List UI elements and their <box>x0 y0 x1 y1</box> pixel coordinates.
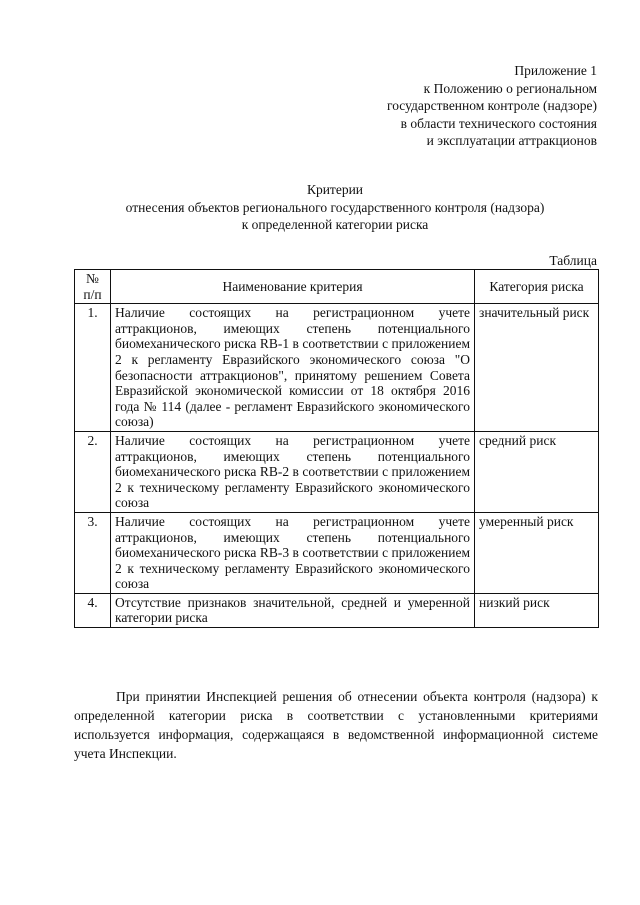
table-row <box>75 431 599 512</box>
row-category: средний риск <box>475 431 599 512</box>
criteria-table <box>74 269 599 628</box>
table-row <box>75 304 599 432</box>
table-caption: Таблица <box>549 253 597 268</box>
body-paragraph: При принятии Инспекцией решения об отнесении объекта контроля (надзора) к определенной категории риска в соответствии с установленными критериями используется информация, содержащаяся в ведомственной информационной системе учета Инспекции. <box>74 689 598 761</box>
header-category: Категория риска <box>475 270 599 304</box>
appendix-line: государственном контроле (надзоре) <box>387 98 597 114</box>
appendix-line: и эксплуатации аттракционов <box>426 133 597 149</box>
row-num: 4. <box>75 593 111 627</box>
header-criterion: Наименование критерия <box>111 270 475 304</box>
row-criterion: Наличие состоящих на регистрационном учете аттракционов, имеющих степень потенциального биомеханического риска RB-3 в соответствии с приложением 2 к техническому регламенту Евразийского экономического союза <box>111 512 475 593</box>
row-num: 1. <box>75 304 111 432</box>
title-line: Критерии <box>306 182 364 197</box>
table-row <box>75 593 599 627</box>
row-criterion: Наличие состоящих на регистрационном учете аттракционов, имеющих степень потенциального биомеханического риска RB-2 в соответствии с приложением 2 к техническому регламенту Евразийского экономического союза <box>111 431 475 512</box>
row-category: умеренный риск <box>475 512 599 593</box>
row-category: значительный риск <box>475 304 599 432</box>
appendix-line: Приложение 1 <box>514 63 597 78</box>
table-header-row <box>75 270 599 304</box>
row-num: 3. <box>75 512 111 593</box>
header-num: № п/п <box>75 270 111 304</box>
title-line: отнесения объектов регионального государственного контроля (надзора) <box>125 199 545 215</box>
appendix-header <box>387 62 597 150</box>
appendix-line: к Положению о региональном <box>423 80 597 96</box>
document-title <box>40 181 630 234</box>
title-line: к определенной категории риска <box>241 217 429 233</box>
appendix-line: в области технического состояния <box>400 115 597 131</box>
row-category: низкий риск <box>475 593 599 627</box>
row-criterion: Наличие состоящих на регистрационном учете аттракционов, имеющих степень потенциального биомеханического риска RB-1 в соответствии с приложением 2 к регламенту Евразийского экономического союза "О безопасности аттракционов", принятому решением Совета Евразийской экономической комиссии от 18 октября 2016 года № 114 (далее - регламент Евразийского экономического союза) <box>111 304 475 432</box>
table-row <box>75 512 599 593</box>
row-criterion: Отсутствие признаков значительной, средней и умеренной категории риска <box>111 593 475 627</box>
row-num: 2. <box>75 431 111 512</box>
